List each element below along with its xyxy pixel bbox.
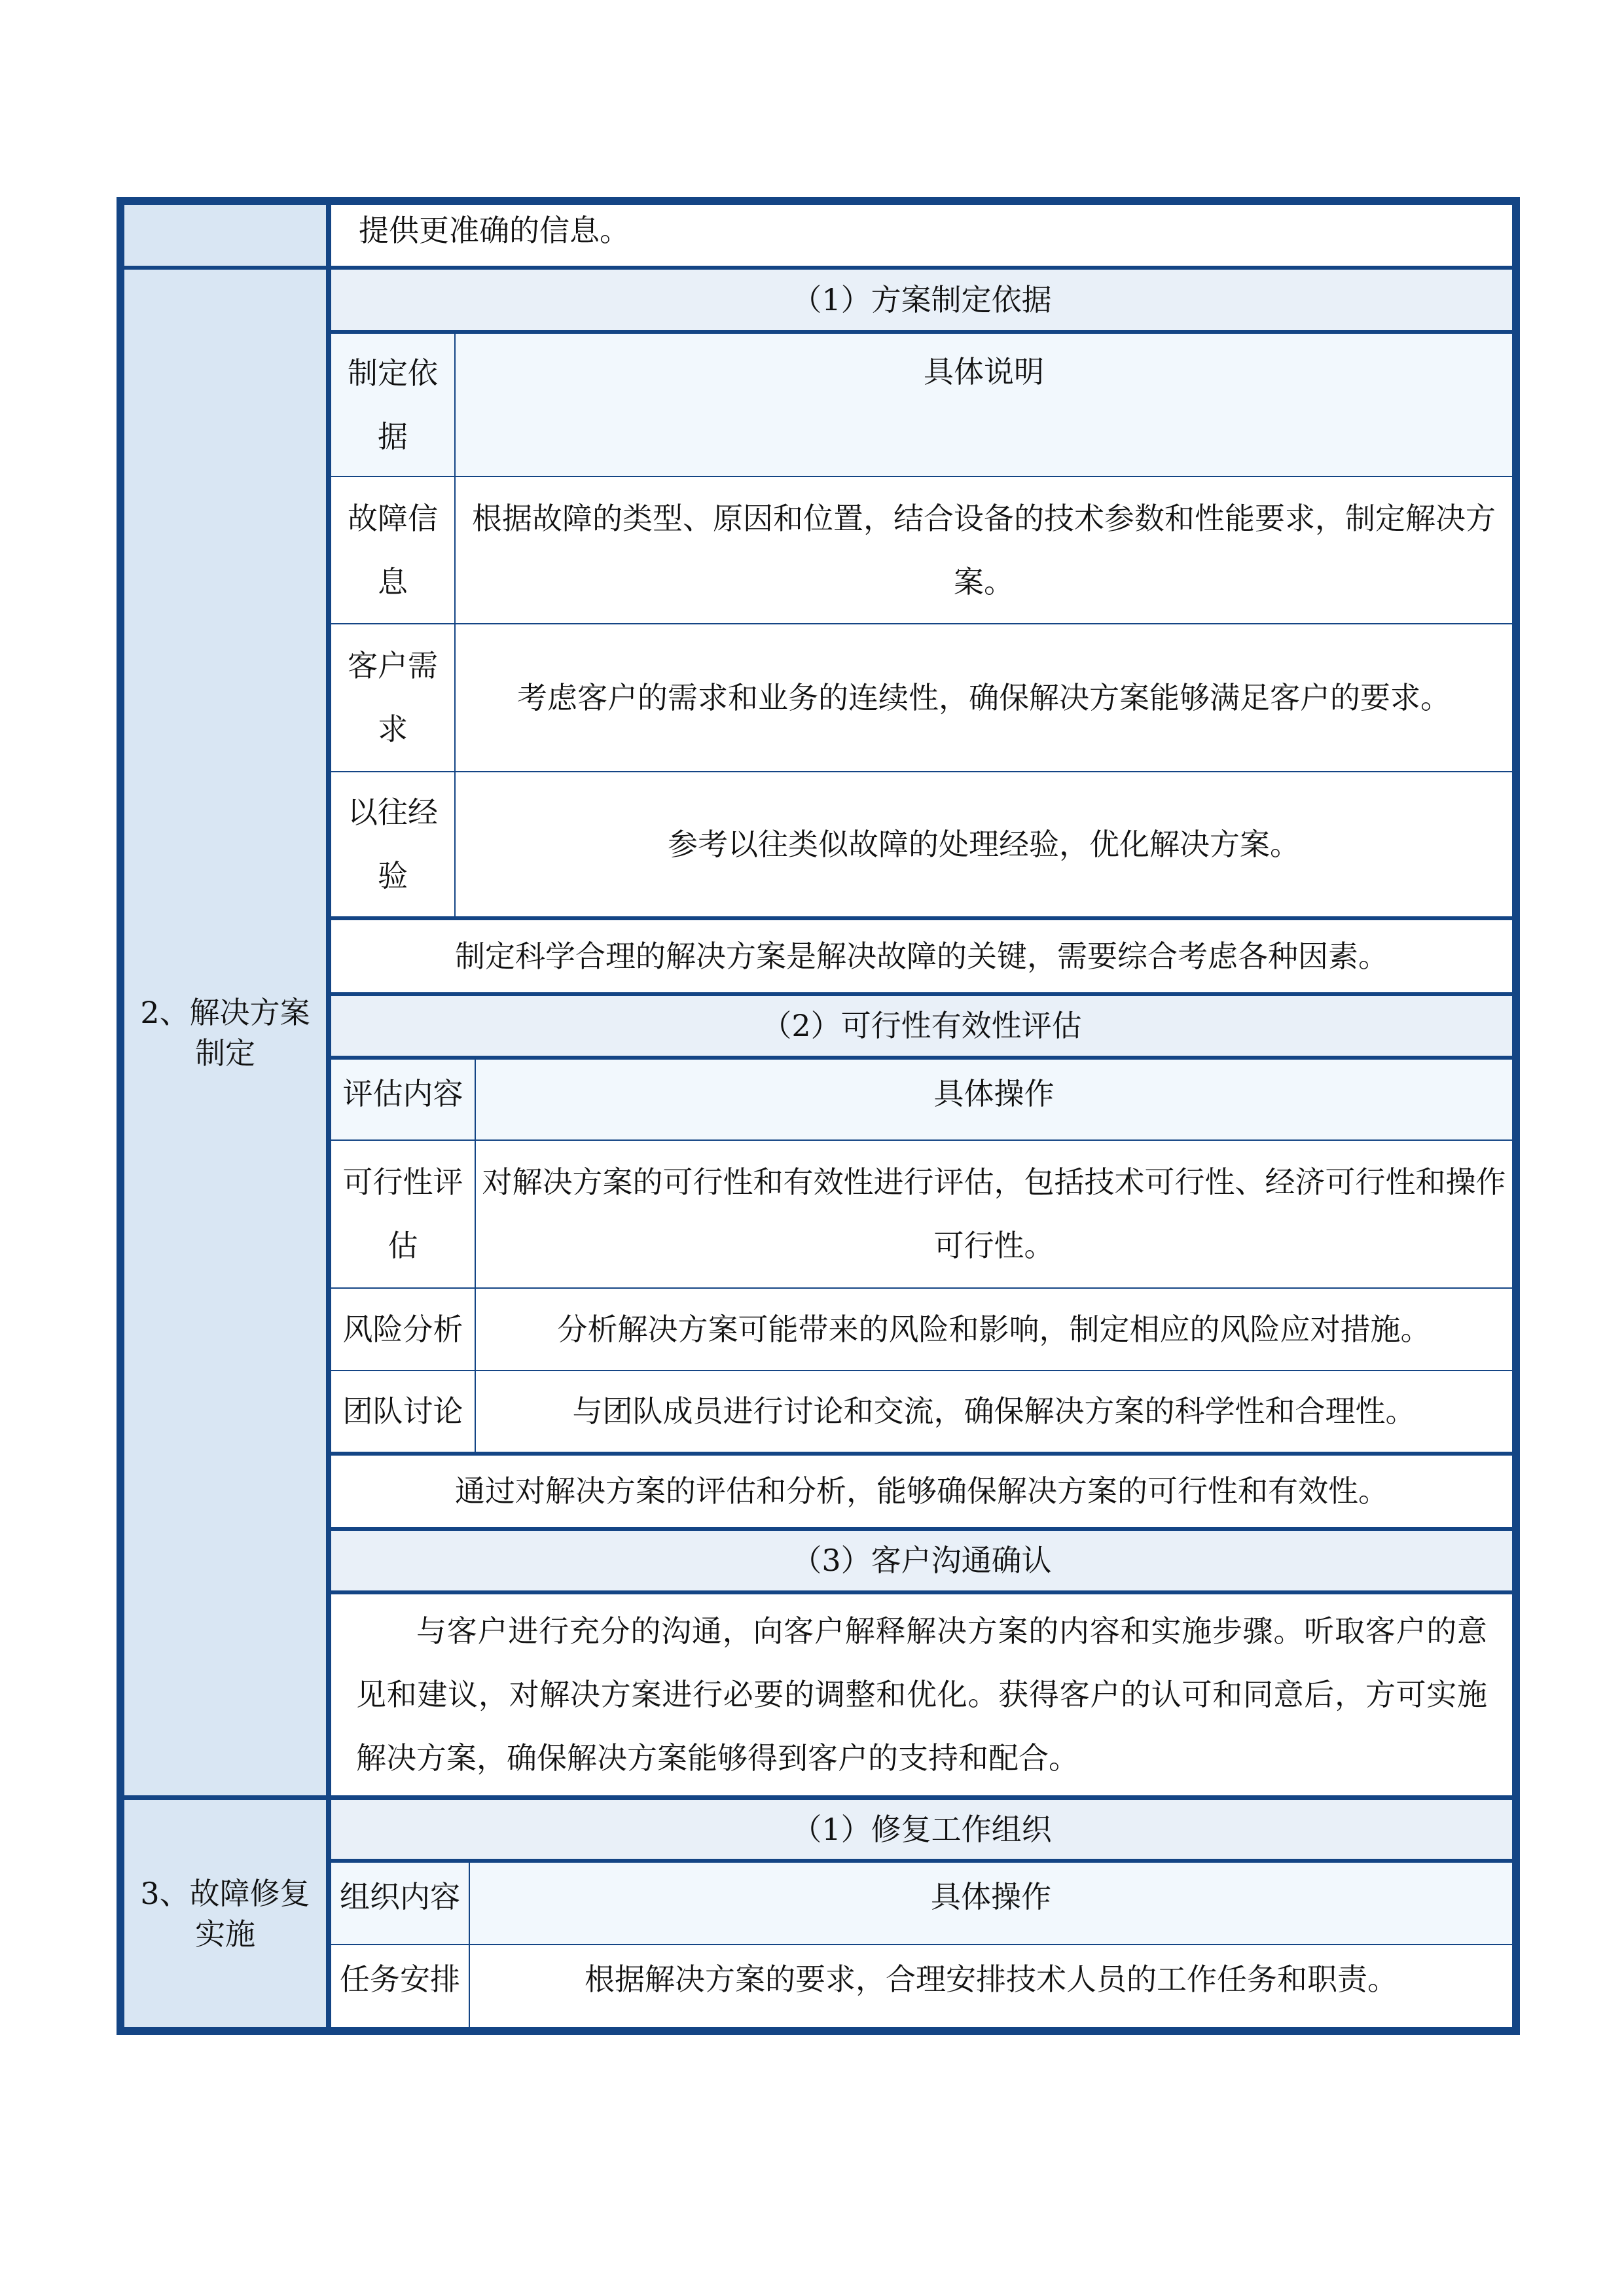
table1-header-basis: 制定依据 (331, 334, 454, 476)
document-table (117, 197, 1520, 2035)
part3-title: （3）客户沟通确认 (331, 1531, 1512, 1590)
table2-row-detail: 分析解决方案可能带来的风险和影响，制定相应的风险应对措施。 (476, 1289, 1512, 1370)
part3-paragraph (331, 1594, 1512, 1795)
table1-row-label: 客户需求 (331, 624, 454, 771)
table2-row-detail: 与团队成员进行讨论和交流，确保解决方案的科学性和合理性。 (476, 1371, 1512, 1452)
section2-label: 2、解决方案制定 (124, 270, 326, 1795)
continuation-text: 提供更准确的信息。 (331, 205, 1512, 266)
table1-row-label: 以往经验 (331, 772, 454, 916)
table3-row-detail: 根据解决方案的要求，合理安排技术人员的工作任务和职责。 (470, 1945, 1512, 2027)
table3-header-item: 组织内容 (331, 1863, 469, 1944)
table3-header-operation: 具体操作 (470, 1863, 1512, 1944)
table2-row-label: 可行性评估 (331, 1141, 475, 1287)
table2-header-operation: 具体操作 (476, 1060, 1512, 1139)
table2-row-detail: 对解决方案的可行性和有效性进行评估，包括技术可行性、经济可行性和操作可行性。 (476, 1141, 1512, 1287)
part1-title: （1）方案制定依据 (331, 270, 1512, 330)
section3-part1-title: （1）修复工作组织 (331, 1800, 1512, 1859)
table1-row-detail: 根据故障的类型、原因和位置，结合设备的技术参数和性能要求，制定解决方案。 (456, 477, 1512, 623)
part2-title: （2）可行性有效性评估 (331, 996, 1512, 1056)
table3-row-label: 任务安排 (331, 1945, 469, 2027)
part1-summary: 制定科学合理的解决方案是解决故障的关键，需要综合考虑各种因素。 (331, 920, 1512, 992)
part3-paragraph-text: 与客户进行充分的沟通，向客户解释解决方案的内容和实施步骤。听取客户的意见和建议，对解决方案进行必要的调整和优化。获得客户的认可和同意后，方可实施解决方案，确保解决方案能够得到客户的支持和配合。 (356, 1613, 1487, 1776)
table1-header-detail: 具体说明 (456, 334, 1512, 476)
section3-label: 3、故障修复实施 (124, 1800, 326, 2027)
part2-summary: 通过对解决方案的评估和分析，能够确保解决方案的可行性和有效性。 (331, 1456, 1512, 1527)
table2-row-label: 团队讨论 (331, 1371, 475, 1452)
table1-row-label: 故障信息 (331, 477, 454, 623)
table2-header-item: 评估内容 (331, 1060, 475, 1139)
section-label-empty (124, 205, 326, 266)
table2-row-label: 风险分析 (331, 1289, 475, 1370)
table1-row-detail: 考虑客户的需求和业务的连续性，确保解决方案能够满足客户的要求。 (456, 624, 1512, 771)
table1-row-detail: 参考以往类似故障的处理经验，优化解决方案。 (456, 772, 1512, 916)
